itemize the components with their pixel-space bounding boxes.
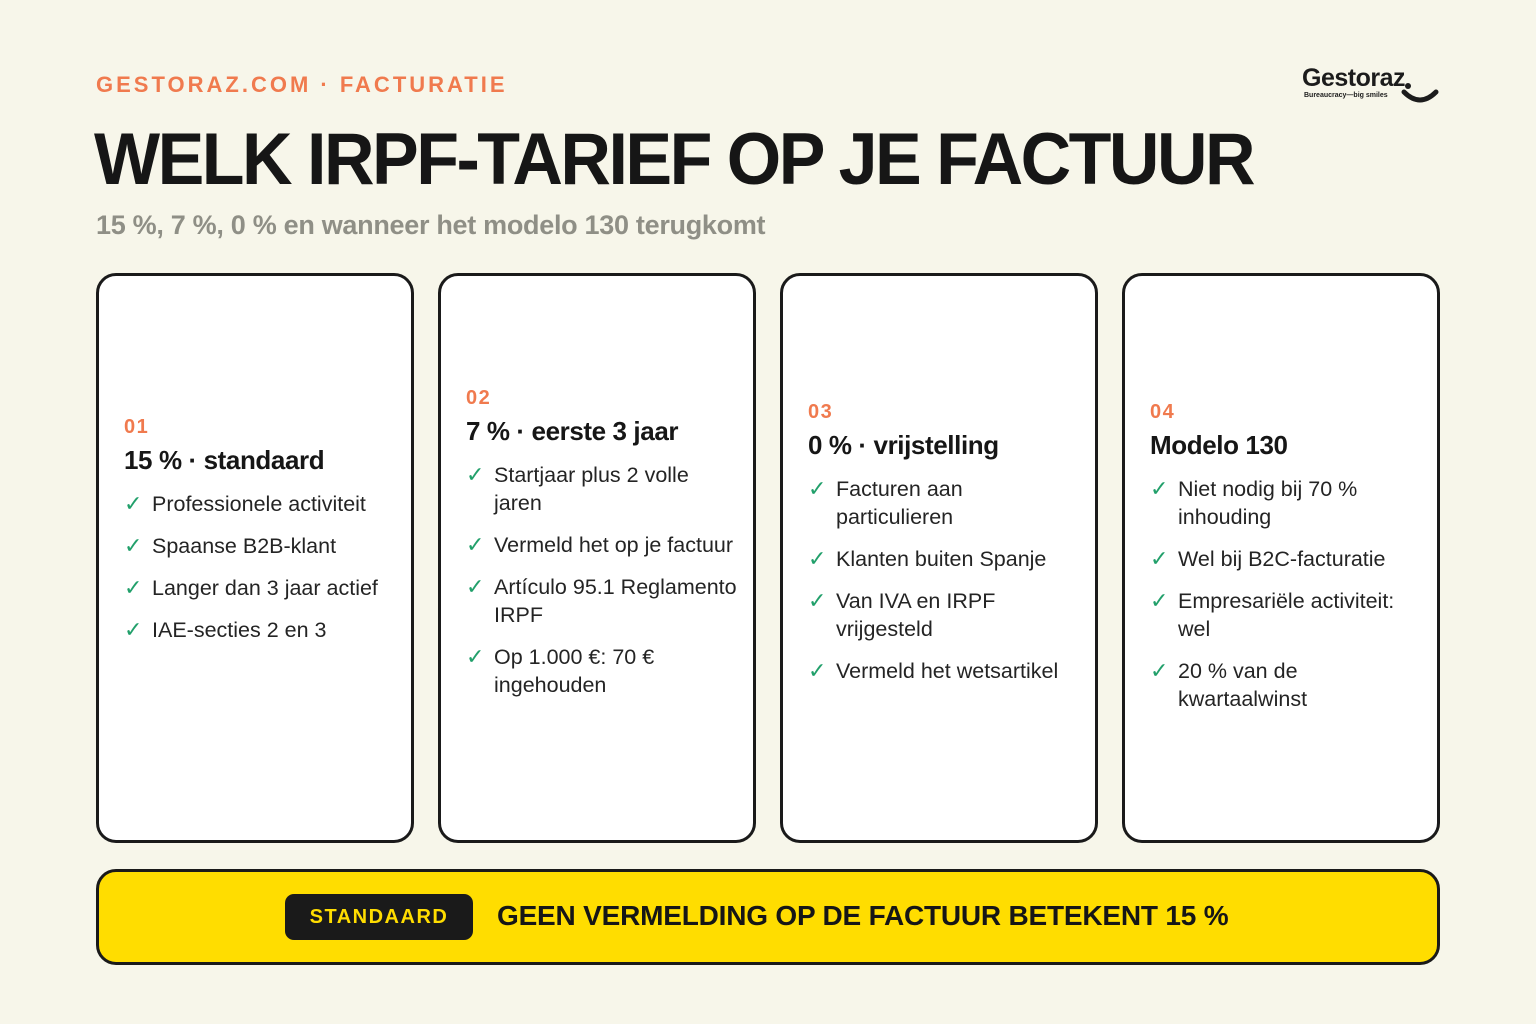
check-icon: ✓: [466, 462, 485, 487]
list-item: ✓ Niet nodig bij 70 % inhouding: [1150, 476, 1358, 529]
list-item: ✓ Artículo 95.1 Reglamento IRPF: [466, 574, 737, 627]
check-icon: ✓: [1150, 588, 1169, 613]
check-icon: ✓: [466, 532, 485, 557]
check-icon: ✓: [1150, 476, 1169, 501]
card-title: Modelo 130: [1150, 430, 1288, 460]
default-rate-banner: [96, 869, 1440, 965]
list-item: ✓ Professionele activiteit: [124, 491, 366, 516]
check-icon: ✓: [466, 574, 485, 599]
gestoraz-logo[interactable]: [1302, 64, 1442, 106]
list-item: ✓ IAE-secties 2 en 3: [124, 617, 327, 642]
check-icon: ✓: [808, 588, 827, 613]
check-icon: ✓: [124, 575, 143, 600]
card-title: 15 % · standaard: [124, 445, 325, 475]
standard-badge: STANDAARD: [285, 894, 473, 940]
card-list: [808, 475, 1079, 685]
list-item: ✓ Wel bij B2C-facturatie: [1150, 546, 1386, 571]
check-icon: ✓: [808, 546, 827, 571]
kicker: GESTORAZ.COM · FACTURATIE: [96, 72, 508, 97]
card-list: [1150, 475, 1421, 713]
check-icon: ✓: [808, 476, 827, 501]
card-exemption: [780, 273, 1098, 843]
page-subtitle: 15 %, 7 %, 0 % en wanneer het modelo 130 terugkomt: [96, 210, 766, 240]
card-list: [466, 461, 737, 699]
check-icon: ✓: [124, 617, 143, 642]
card-list: [124, 490, 395, 644]
list-item: ✓ 20 % van de kwartaalwinst: [1150, 658, 1308, 711]
card-number: 01: [124, 416, 150, 438]
card-number: 04: [1150, 401, 1176, 423]
list-item: ✓ Startjaar plus 2 volle jaren: [466, 462, 689, 515]
check-icon: ✓: [808, 658, 827, 683]
logo-wordmark: Gestoraz: [1302, 64, 1405, 92]
card-title: 7 % · eerste 3 jaar: [466, 416, 679, 446]
list-item: ✓ Langer dan 3 jaar actief: [124, 575, 378, 600]
check-icon: ✓: [124, 533, 143, 558]
card-modelo-130: [1122, 273, 1440, 843]
card-reduced-rate: [438, 273, 756, 843]
logo-tagline: Bureaucracy—big smiles: [1304, 92, 1388, 99]
smile-icon: [1398, 82, 1442, 104]
list-item: ✓ Van IVA en IRPF vrijgesteld: [808, 588, 996, 641]
list-item: ✓ Vermeld het wetsartikel: [808, 658, 1059, 683]
check-icon: ✓: [1150, 546, 1169, 571]
list-item: ✓ Empresariële activiteit: wel: [1150, 588, 1395, 641]
banner-text: GEEN VERMELDING OP DE FACTUUR BETEKENT 15 %: [497, 900, 1229, 931]
check-icon: ✓: [1150, 658, 1169, 683]
card-title: 0 % · vrijstelling: [808, 430, 999, 460]
list-item: ✓ Facturen aan particulieren: [808, 476, 963, 529]
list-item: ✓ Spaanse B2B-klant: [124, 533, 337, 558]
card-number: 03: [808, 401, 834, 423]
check-icon: ✓: [124, 491, 143, 516]
card-standard-rate: [96, 273, 414, 843]
list-item: ✓ Klanten buiten Spanje: [808, 546, 1047, 571]
page-title: WELK IRPF-TARIEF OP JE FACTUUR: [94, 117, 1254, 200]
card-number: 02: [466, 387, 492, 409]
list-item: ✓ Vermeld het op je factuur: [466, 532, 734, 557]
check-icon: ✓: [466, 644, 485, 669]
list-item: ✓ Op 1.000 €: 70 € ingehouden: [466, 644, 655, 697]
